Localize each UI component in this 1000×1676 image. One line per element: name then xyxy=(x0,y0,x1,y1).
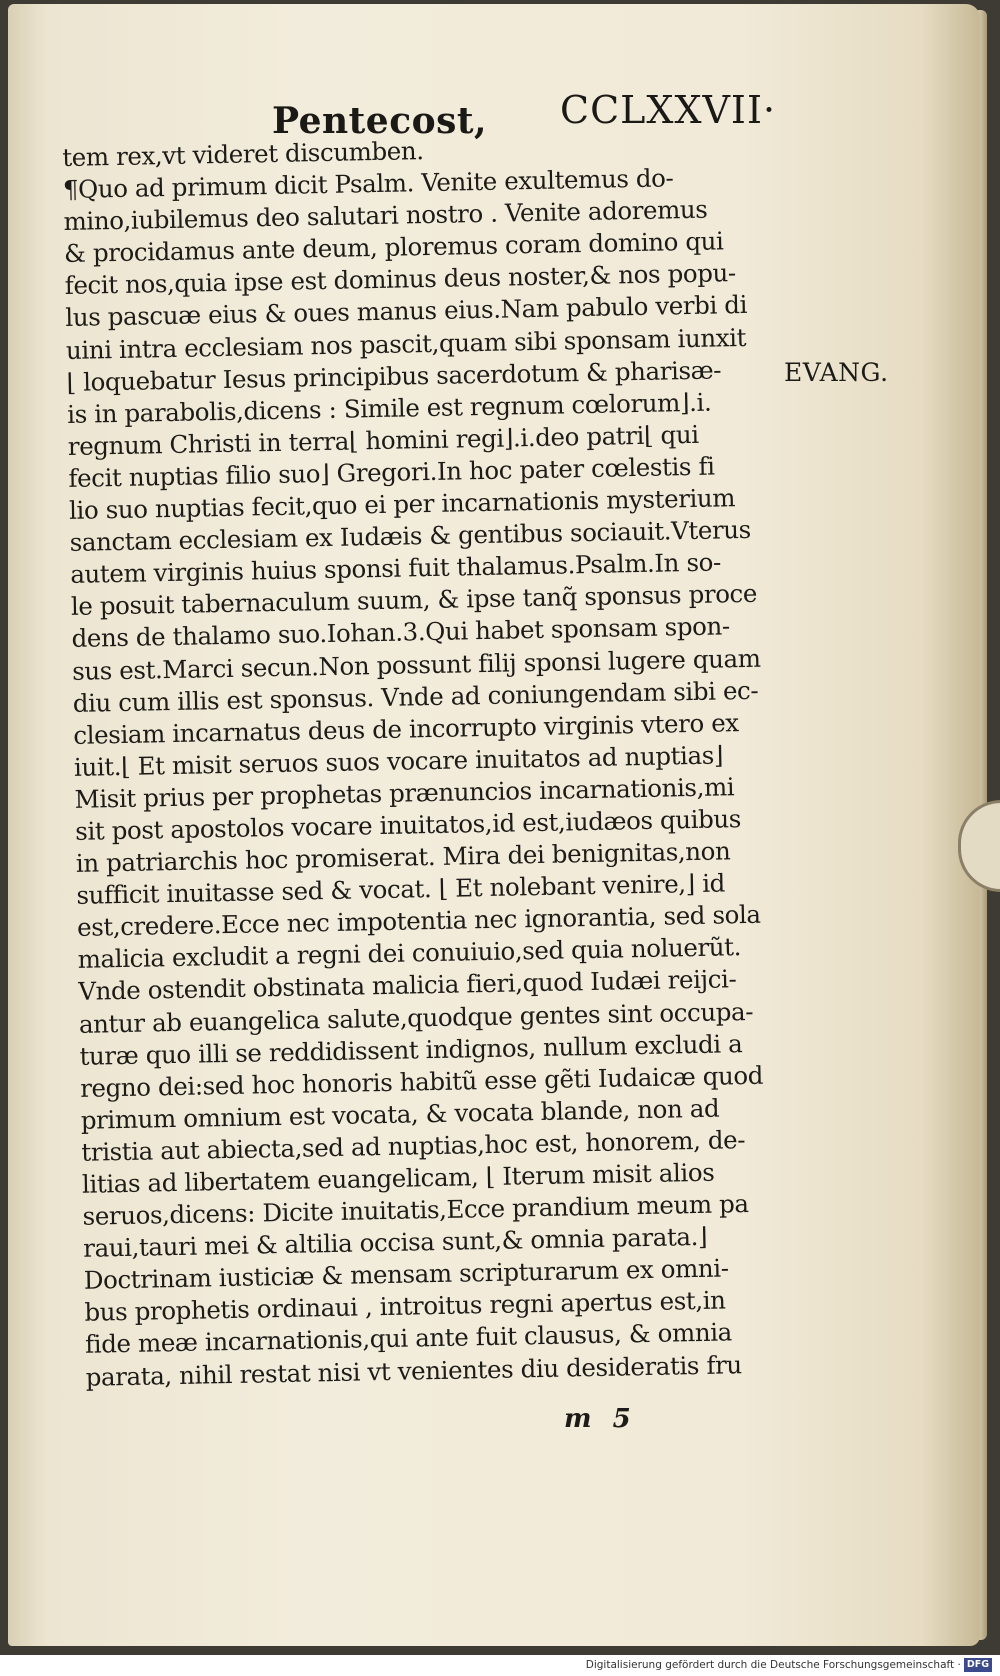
text-line: fecit nuptias filio suo⌋ Gregori.In hoc pater cœlestis fi xyxy=(68,451,715,493)
text-line: malicia excludit a regni dei conuiuio,sed quia noluerũt. xyxy=(77,932,742,975)
text-line: & procidamus ante deum, ploremus coram domino qui xyxy=(63,226,724,269)
text-line: Doctrinam iusticiæ & mensam scripturarum ex omni- xyxy=(83,1253,729,1296)
text-line: fecit nos,quia ipse est dominus deus noster,& nos popu- xyxy=(64,258,737,301)
text-line: le posuit tabernaculum suum, & ipse tanq̃ sponsus proce xyxy=(70,579,758,622)
text-line: antur ab euangelica salute,quodque gentes sint occupa- xyxy=(78,996,754,1039)
text-line: uini intra ecclesiam nos pascit,quam sibi sponsam iunxit xyxy=(65,322,747,365)
text-line: Vnde ostendit obstinata malicia fieri,quod Iudæi reijci- xyxy=(78,964,737,1007)
text-line: bus prophetis ordinaui , introitus regni apertus est,in xyxy=(84,1285,726,1328)
text-line: sus est.Marci secun.Non possunt filij sponsi lugere quam xyxy=(71,643,761,686)
text-line: raui,tauri mei & altilia occisa sunt,& omnia parata.⌋ xyxy=(82,1222,708,1263)
running-head-title: Pentecost, xyxy=(272,100,488,142)
footer-credit xyxy=(586,1658,992,1672)
text-line: seruos,dicens: Dicite inuitatis,Ecce prandium meum pa xyxy=(82,1189,749,1231)
digitization-footer xyxy=(0,1655,1000,1676)
text-line: fide meæ incarnationis,qui ante fuit clausus, & omnia xyxy=(84,1317,733,1360)
text-line: diu cum illis est sponsus. Vnde ad coniungendam sibi ec- xyxy=(72,675,759,718)
text-line: sufficit inuitasse sed & vocat. ⌊ Et nolebant venire,⌋ id xyxy=(76,868,726,911)
text-line: clesiam incarnatus deus de incorrupto virginis vtero ex xyxy=(73,707,739,750)
dfg-logo: DFG xyxy=(964,1658,992,1672)
text-line: litias ad libertatem euangelicam, ⌊ Iterum misit alios xyxy=(81,1157,715,1199)
text-line: est,credere.Ecce nec impotentia nec ignorantia, sed sola xyxy=(76,899,761,943)
text-line: tem rex,vt videret discumben. xyxy=(62,136,424,172)
text-line: dens de thalamo suo.Iohan.3.Qui habet sponsam spon- xyxy=(71,611,730,654)
text-line: in patriarchis hoc promiserat. Mira dei benignitas,non xyxy=(75,836,731,878)
text-line: tristia aut abiecta,sed ad nuptias,hoc est, honorem, de- xyxy=(81,1124,746,1167)
text-line: primum omnium est vocata, & vocata blande, non ad xyxy=(80,1093,720,1135)
text-line: Misit prius per prophetas prænuncios incarnationis,mi xyxy=(74,772,735,814)
text-line: sanctam ecclesiam ex Iudæis & gentibus sociauit.Vterus xyxy=(69,514,752,558)
text-line: parata, nihil restat nisi vt venientes diu desideratis fru xyxy=(85,1349,743,1392)
text-line: regnum Christi in terra⌊ homini regi⌋.i.deo patri⌊ qui xyxy=(67,419,699,461)
text-line: is in parabolis,dicens : Simile est regnum cœlorum⌋.i. xyxy=(66,387,712,429)
text-line: sit post apostolos vocare inuitatos,id est,iudæos quibus xyxy=(74,804,742,846)
folio-number: CCLXXVII· xyxy=(560,88,777,132)
margin-note: EVANG. xyxy=(784,358,889,387)
text-line: lus pascuæ eius & oues manus eius.Nam pabulo verbi di xyxy=(65,290,748,333)
text-line: ⌊ loquebatur Iesus principibus sacerdotum & pharisæ- xyxy=(66,355,722,397)
signature-mark: m 5 xyxy=(564,1404,637,1434)
body-text xyxy=(62,128,806,1393)
text-line: iuit.⌊ Et misit seruos suos vocare inuitatos ad nuptias⌋ xyxy=(73,740,724,782)
text-line: ¶Quo ad primum dicit Psalm. Venite exultemus do- xyxy=(62,163,674,205)
text-line: lio suo nuptias fecit,quo ei per incarnationis mysterium xyxy=(68,483,736,525)
credit-text: Digitalisierung gefördert durch die Deutsche Forschungsgemeinschaft · xyxy=(585,1659,961,1671)
text-line: regno dei:sed hoc honoris habitũ esse gẽti Iudaicæ quod xyxy=(79,1060,764,1103)
text-line: mino,iubilemus deo salutari nostro . Venite adoremus xyxy=(63,194,708,237)
text-line: turæ quo illi se reddidissent indignos, nullum excludi a xyxy=(79,1028,743,1071)
text-line: autem virginis huius sponsi fuit thalamus.Psalm.In so- xyxy=(70,547,722,590)
